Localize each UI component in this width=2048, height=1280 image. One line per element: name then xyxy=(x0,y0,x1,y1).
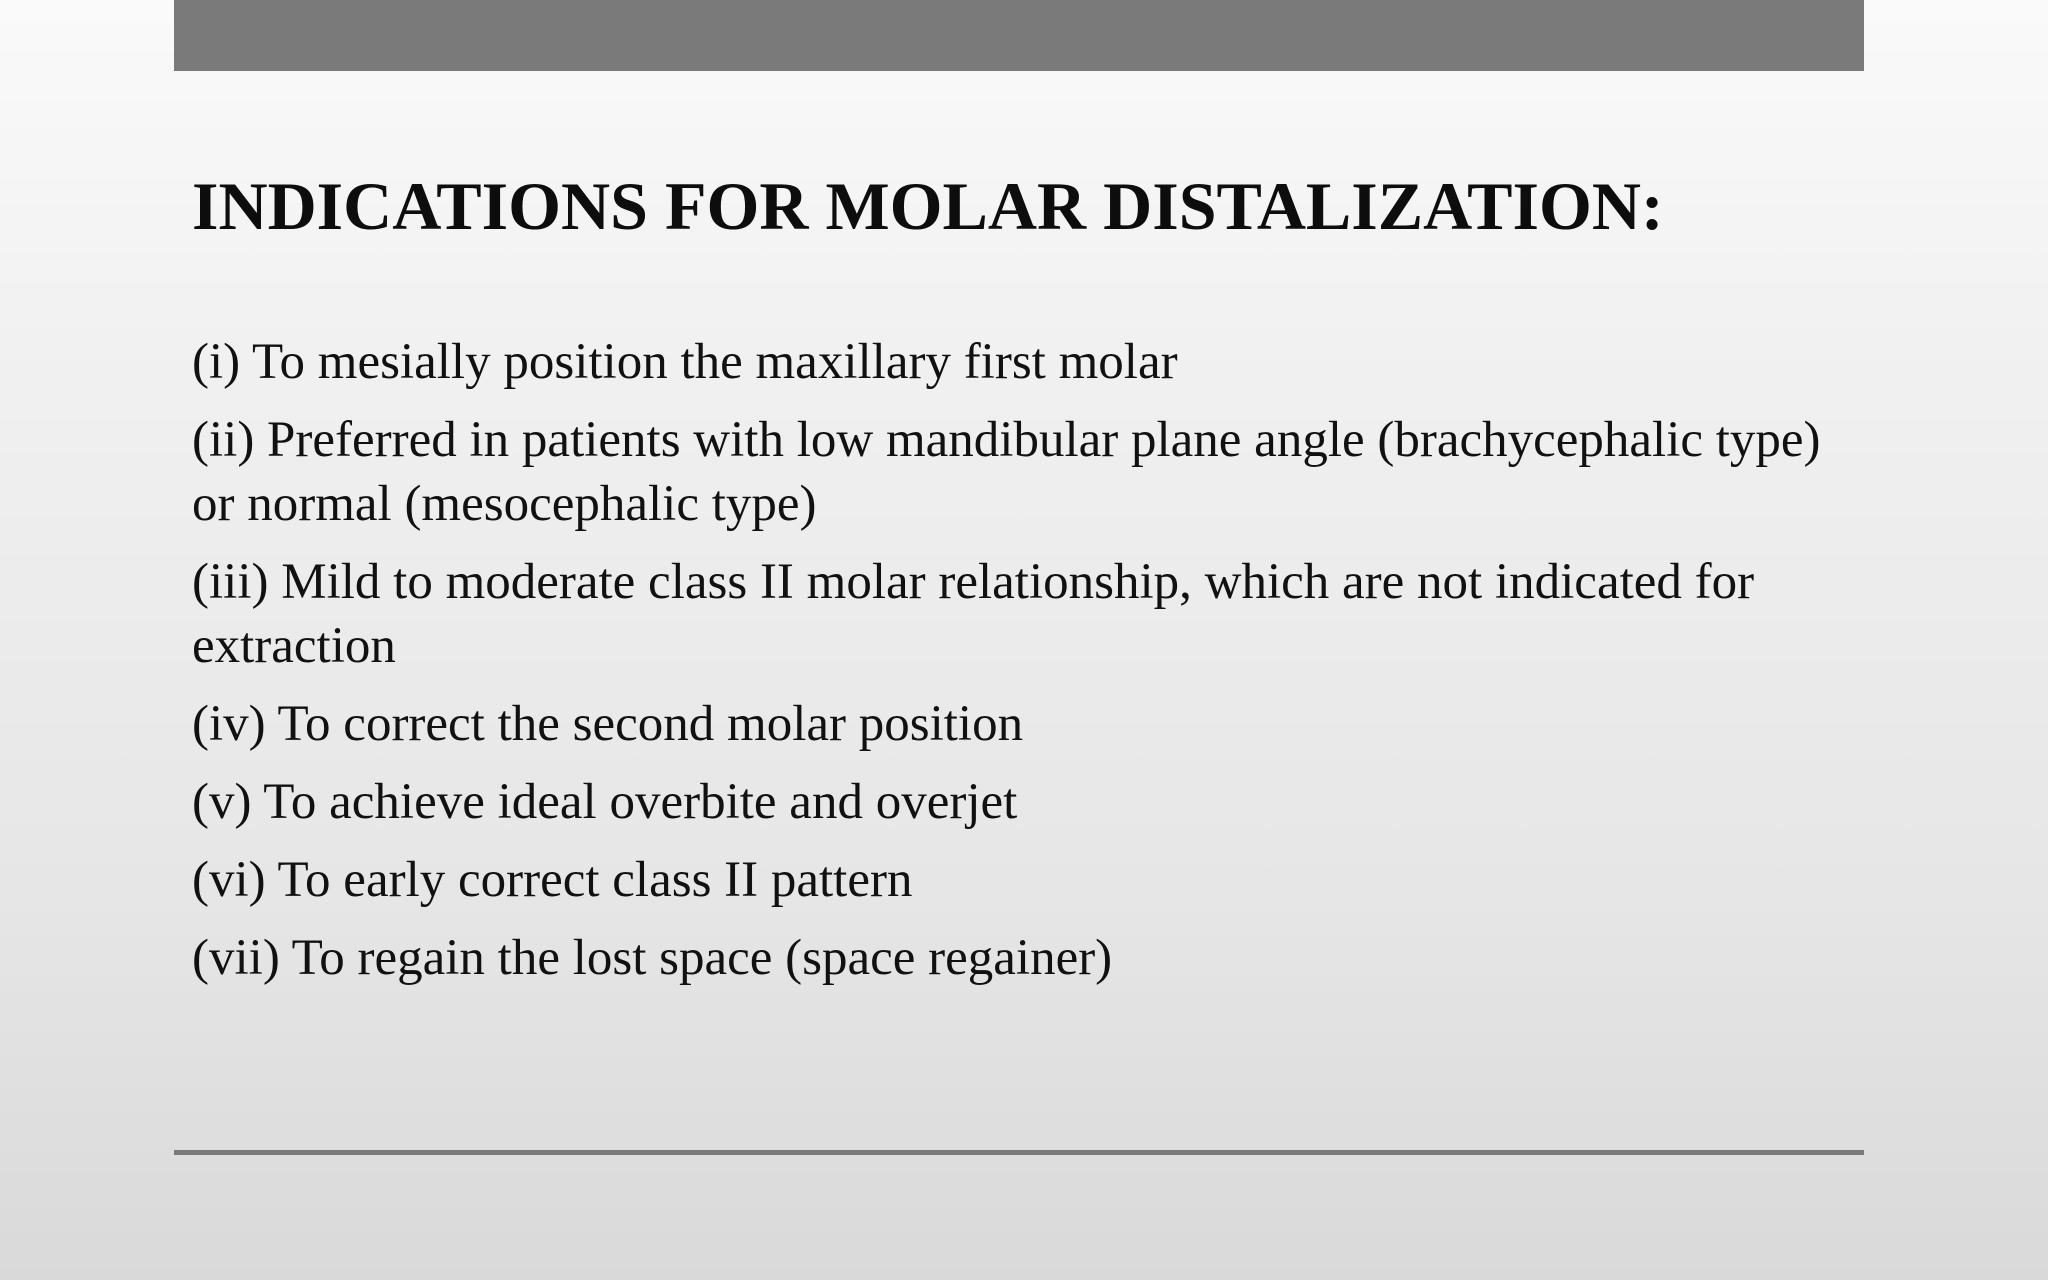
list-item: (vi) To early correct class II pattern xyxy=(192,852,913,908)
list-item: (iii) Mild to moderate class II molar relationship, which are not indicated for extraction xyxy=(192,554,1755,674)
top-header-bar xyxy=(174,0,1864,71)
list-item: (vii) To regain the lost space (space regainer) xyxy=(192,930,1113,986)
list-item: (ii) Preferred in patients with low mandibular plane angle (brachycephalic type) or normal (mesocephalic type) xyxy=(192,412,1821,532)
list-item: (v) To achieve ideal overbite and overjet xyxy=(192,774,1018,830)
bottom-divider xyxy=(174,1150,1864,1155)
indications-list xyxy=(192,330,1842,1004)
list-item: (iv) To correct the second molar position xyxy=(192,696,1024,752)
slide-title: INDICATIONS FOR MOLAR DISTALIZATION: xyxy=(192,168,1664,244)
list-item: (i) To mesially position the maxillary first molar xyxy=(192,334,1178,390)
